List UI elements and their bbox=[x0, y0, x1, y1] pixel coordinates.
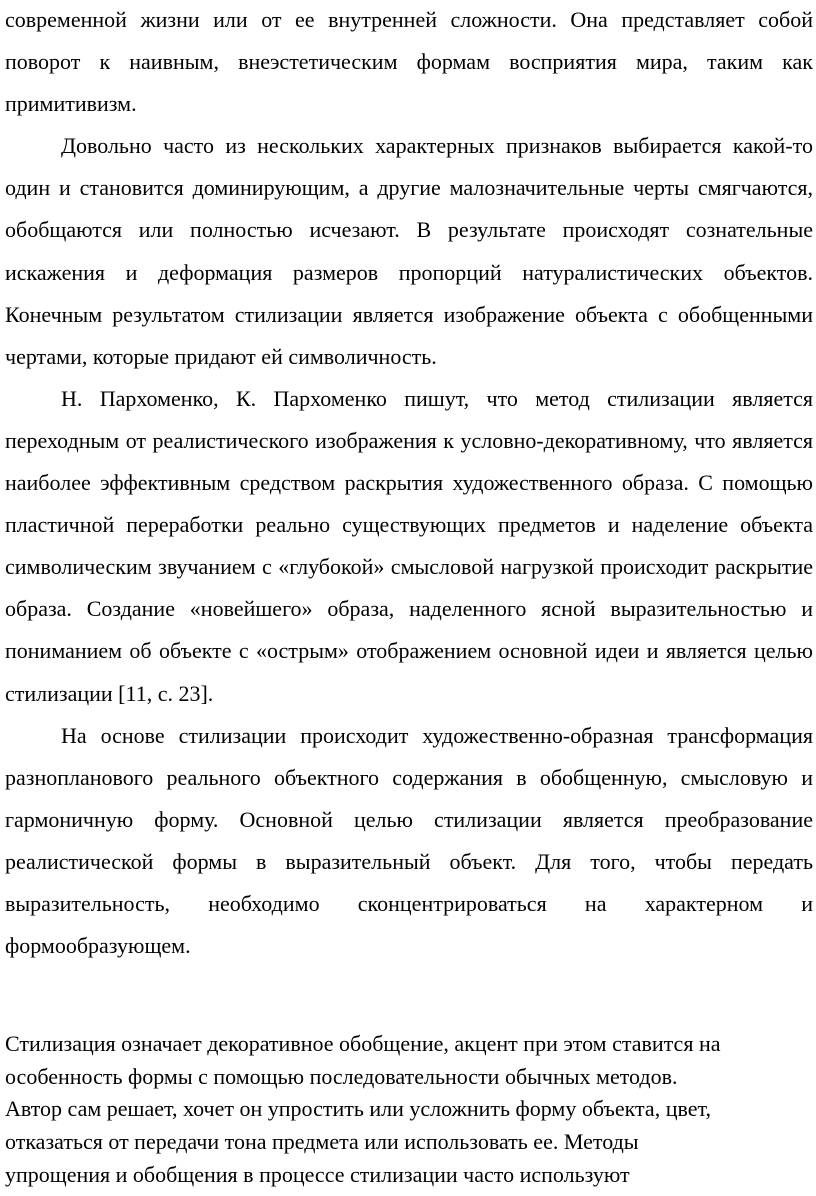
plain-text-line: Автор сам решает, хочет он упростить или усложнить форму объекта, цвет, bbox=[5, 1096, 711, 1122]
paragraph-dominant-features: Довольно часто из нескольких характерных признаков выбирается какой-то один и становится доминирующим, а другие малозначительные черты смягчаются, обобщаются или полностью исчезают. В результате происходят сознательные искажения и деформация размеров пропорций натуралистических объектов. Конечным результатом стилизации является изображение объекта с обобщенными чертами, которые придают ей символичность. bbox=[5, 133, 813, 369]
plain-text-line: особенность формы с помощью последовательности обычных методов. bbox=[5, 1063, 678, 1089]
plain-text-line: упрощения и обобщения в процессе стилизации часто используют bbox=[5, 1161, 630, 1187]
plain-text-line: отказаться от передачи тона предмета или использовать ее. Методы bbox=[5, 1129, 639, 1155]
plain-text-block bbox=[5, 1028, 813, 1192]
paragraph-stylization-basis: На основе стилизации происходит художественно-образная трансформация разнопланового реального объектного содержания в обобщенную, смысловую и гармоничную форму. Основной целью стилизации является преобразование реалистической формы в выразительный объект. Для того, чтобы передать выразительность, необходимо сконцентрироваться на характерном и формообразующем. bbox=[5, 722, 813, 959]
paragraph-parkhomenko: Н. Пархоменко, К. Пархоменко пишут, что метод стилизации является переходным от реалистического изображения к условно-декоративному, что является наиболее эффективным средством раскрытия художественного образа. С помощью пластичной переработки реально существующих предметов и наделение объекта символическим звучанием с «глубокой» смысловой нагрузкой происходит раскрытие образа. Создание «новейшего» образа, наделенного ясной выразительностью и пониманием об объекте с «острым» отображением основной идеи и является целью стилизации [11, с. 23]. bbox=[5, 385, 813, 706]
paragraph-continuation: современной жизни или от ее внутренней сложности. Она представляет собой поворот к наивным, внеэстетическим формам восприятия мира, таким как примитивизм. bbox=[5, 7, 813, 117]
plain-text-line: Стилизация означает декоративное обобщение, акцент при этом ставится на bbox=[5, 1031, 721, 1056]
main-text-block bbox=[5, 0, 813, 967]
